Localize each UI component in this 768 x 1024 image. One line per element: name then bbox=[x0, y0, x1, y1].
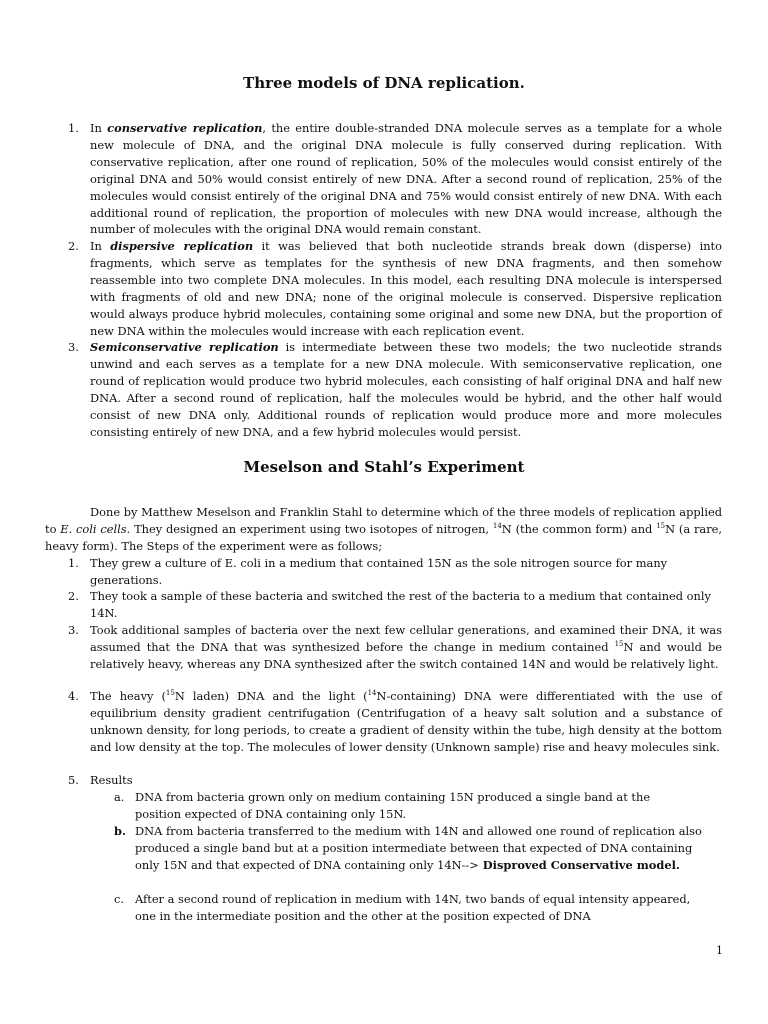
step-3-text: Took additional samples of bacteria over the next few cellular generations, and examined their DNA, it was assumed that the DNA that was synthesized before the change in medium contained $^{15}$N and would be relatively heavy, whereas any DNA synthesized after the switch contained 14N and would be relatively light. bbox=[90, 623, 722, 671]
intro-paragraph: Done by Matthew Meselson and Franklin Stahl to determine which of the three models of replication applied to E. coli cells. They designed an experiment using two isotopes of nitrogen, $^{14}$N (the common form) and $^{15}$N (a rare, heavy form). The Steps of the experiment were as follows; bbox=[45, 505, 722, 553]
step-2-number: 2. bbox=[68, 589, 79, 603]
model-1-paragraph: In conservative replication, the entire double-stranded DNA molecule serves as a template for a whole new molecule of DNA, and the original DNA molecule is fully conserved during replication. With conservative replication, after one round of replication, 50% of the molecules would consist entirely of the original DNA and 50% would consist entirely of new DNA. After a second round of replication, 25% of the molecules would consist entirely of the original DNA and 75% would consist entirely of new DNA. With each additional round of replication, the proportion of molecules with new DNA would increase, although the number of molecules with the original DNA would remain constant. bbox=[90, 121, 722, 237]
model-2-term: dispersive replication bbox=[110, 239, 254, 253]
result-c-label: c. bbox=[114, 892, 125, 906]
result-a-text: DNA from bacteria grown only on medium containing 15N produced a single band at the position expected of DNA containing only 15N. bbox=[135, 790, 651, 821]
step-5-text: Results bbox=[90, 773, 133, 787]
model-1-term: conservative replication bbox=[107, 121, 263, 135]
section-title: Meselson and Stahl’s Experiment bbox=[243, 458, 525, 476]
step-5-number: 5. bbox=[68, 773, 79, 787]
step-3-number: 3. bbox=[68, 623, 79, 637]
step-1-number: 1. bbox=[68, 556, 79, 570]
result-b-label: b. bbox=[114, 824, 126, 838]
step-1-text: They grew a culture of E. coli in a medium that contained 15N as the sole nitrogen source for many generations. bbox=[90, 556, 668, 587]
model-3-paragraph: Semiconservative replication is intermediate between these two models; the two nucleotide strands unwind and each serves as a template for a new DNA molecule. With semiconservative replication, one round of replication would produce two hybrid molecules, each consisting of half original DNA and half new DNA. After a second round of replication, half the molecules would be hybrid, and the other half would consist of new DNA only. Additional rounds of replication would produce more and more molecules consisting entirely of new DNA, and a few hybrid molecules would persist. bbox=[90, 340, 722, 439]
model-1-number: 1. bbox=[68, 121, 79, 135]
page-title: Three models of DNA replication. bbox=[243, 74, 525, 92]
step-4-number: 4. bbox=[68, 689, 79, 703]
result-a-label: a. bbox=[114, 790, 125, 804]
model-3-term: Semiconservative replication bbox=[90, 340, 279, 354]
model-2-paragraph: In dispersive replication it was believed that both nucleotide strands break down (disperse) into fragments, which serve as templates for the synthesis of new DNA fragments, and then somehow reassemble into two complete DNA molecules. In this model, each resulting DNA molecule is interspersed with fragments of old and new DNA; none of the original molecule is conserved. Dispersive replication would always produce hybrid molecules, containing some original and some new DNA, but the proportion of new DNA within the molecules would increase with each replication event. bbox=[90, 239, 722, 338]
model-3-number: 3. bbox=[68, 340, 79, 354]
step-2-text: They took a sample of these bacteria and switched the rest of the bacteria to a medium that contained only 14N. bbox=[90, 589, 711, 620]
page-number: 1 bbox=[716, 944, 723, 957]
model-2-number: 2. bbox=[68, 239, 79, 253]
step-4-text: The heavy ($^{15}$N laden) DNA and the light ($^{14}$N-containing) DNA were differentiated with the use of equilibrium density gradient centrifugation (Centrifugation of a heavy salt solution and a substance of unknown density, for long periods, to create a gradient of density within the tube, high density at the bottom and low density at the top. The molecules of lower density (Unknown sample) rise and heavy molecules sink. bbox=[90, 689, 722, 754]
result-c-text: After a second round of replication in medium with 14N, two bands of equal intensity appeared, one in the intermediate position and the other at the position expected of DNA bbox=[135, 892, 691, 923]
result-b-text: DNA from bacteria transferred to the medium with 14N and allowed one round of replication also produced a single band but at a position intermediate between that expected of DNA containing only 15N and that expected of DNA containing only 14N--> Disproved Conservative model. bbox=[135, 824, 702, 872]
